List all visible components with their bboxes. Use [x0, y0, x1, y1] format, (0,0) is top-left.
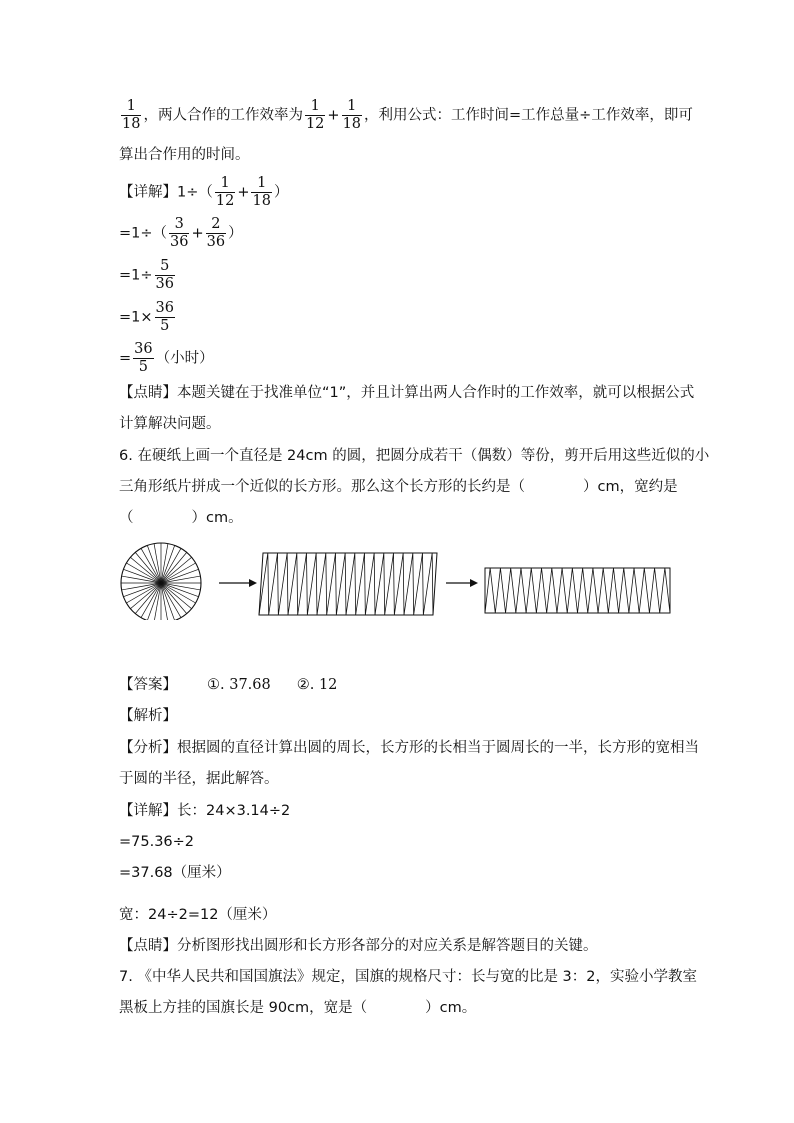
arrow-1 — [219, 579, 257, 587]
fraction: $\frac{36}{5}$ — [155, 300, 174, 334]
detail-width: 宽：24÷2=12（厘米） — [119, 907, 277, 923]
analysis-text-2: 于圆的半径，据此解答。 — [119, 771, 279, 787]
circle-to-rectangle-figure — [115, 540, 675, 620]
arrow-2 — [446, 579, 478, 587]
fraction: $\frac{2}{36}$ — [206, 216, 226, 250]
analysis-text-1: 【分析】根据圆的直径计算出圆的周长，长方形的长相当于圆周长的一半，长方形的宽相当 — [119, 740, 699, 756]
detail-step-5: = $\frac{36}{5}$ （小时） — [119, 341, 214, 375]
comment-line-1: 【点睛】本题关键在于找准单位“1”，并且计算出两人合作时的工作效率，就可以根据公式 — [119, 385, 695, 401]
detail-length-1: 【详解】长：24×3.14÷2 — [119, 803, 291, 819]
question-7-line-2: 黑板上方挂的国旗长是 90cm，宽是（ ）cm。 — [119, 1000, 477, 1016]
detail-length-2: =75.36÷2 — [119, 834, 195, 850]
approx-rectangle-2 — [485, 568, 670, 613]
fraction: $\frac{1}{12}$ — [305, 98, 325, 132]
comment-line-3: 【点睛】分析图形找出圆形和长方形各部分的对应关系是解答题目的关键。 — [119, 938, 598, 954]
comment-line-2: 计算解决问题。 — [119, 416, 221, 432]
question-6-line-3: （ ）cm。 — [119, 510, 243, 526]
fraction: $\frac{1}{18}$ — [252, 175, 271, 209]
question-6-line-2: 三角形纸片拼成一个近似的长方形。那么这个长方形的长约是（ ）cm，宽约是 — [119, 479, 678, 495]
detail-length-3: =37.68（厘米） — [119, 865, 231, 881]
divided-circle — [121, 543, 201, 620]
fraction: $\frac{1}{18}$ — [342, 98, 362, 132]
answer-line: 【答案】 ①. 37.68 ②. 12 — [119, 677, 338, 693]
question-6-line-1: 6. 在硬纸上画一个直径是 24cm 的圆，把圆分成若干（偶数）等份，剪开后用这些近似的小 — [119, 448, 710, 464]
analysis-line-1: $\frac{1}{18}$ ，两人合作的工作效率为 $\frac{1}{12}$ + $\frac{1}{18}$ ，利用公式：工作时间=工作总量÷工作效率，即可 — [122, 98, 693, 132]
fraction: $\frac{1}{12}$ — [215, 175, 235, 209]
detail-step-3: =1÷ $\frac{5}{36}$ — [119, 258, 174, 292]
analysis-heading: 【解析】 — [119, 708, 177, 724]
question-7-line-1: 7. 《中华人民共和国国旗法》规定，国旗的规格尺寸：长与宽的比是 3：2，实验小学教室 — [119, 969, 697, 985]
fraction: $\frac{1}{18}$ — [122, 98, 141, 132]
approx-rectangle-1 — [259, 553, 437, 615]
detail-step-4: =1× $\frac{36}{5}$ — [119, 300, 174, 334]
fraction: $\frac{3}{36}$ — [170, 216, 189, 250]
detail-step-2: =1÷（ $\frac{3}{36}$ + $\frac{2}{36}$ ） — [119, 216, 243, 250]
detail-step-1: 【详解】1÷（ $\frac{1}{12}$ + $\frac{1}{18}$ ） — [119, 175, 289, 209]
analysis-line-2: 算出合作用的时间。 — [119, 147, 250, 163]
fraction: $\frac{5}{36}$ — [155, 258, 174, 292]
fraction: $\frac{36}{5}$ — [134, 341, 153, 375]
